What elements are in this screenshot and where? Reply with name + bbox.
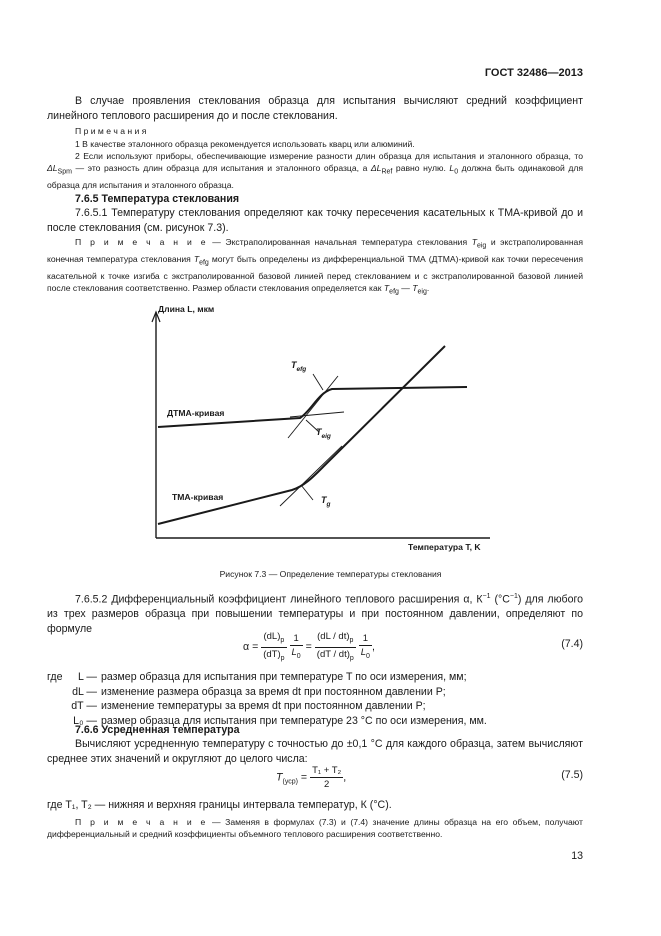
definitions-list (47, 670, 487, 728)
intro-paragraph: В случае проявления стеклования образца для испытания вычисляют средний коэффициент линейного теплового расширения до и после стеклования. (47, 95, 583, 122)
def-text: изменение размера образца за время dt при постоянном давлении P; (101, 685, 446, 698)
def-symbol: dT — (71, 700, 97, 712)
note-1: 1 В качестве эталонного образца рекомендуется использовать кварц или алюминий. (75, 139, 415, 149)
equation-7-5-number: (7.5) (561, 769, 583, 781)
equation-7-4-number: (7.4) (561, 638, 583, 650)
section-7-6-6-title: 7.6.6 Усредненная температура (75, 724, 240, 736)
tangent-eig (290, 412, 344, 417)
tangent-efg (288, 376, 338, 438)
label-t-g: $T_g$ (321, 495, 331, 508)
label-t-eig: $T_{eig}$ (316, 427, 331, 440)
where-label: где (47, 671, 63, 683)
figure-caption: Рисунок 7.3 — Определение температуры стеклования (219, 569, 442, 579)
notes-title: П р и м е ч а н и я (75, 126, 147, 136)
arrow-efg (313, 374, 323, 390)
note-2: 2 Если используют приборы, обеспечивающие измерение разности длин образца для испытания и эталонного образца, то $\Delta L_{Spm}$ — это разность длин образца для испытания и эталонного образца, а $\Delta L_{Ref}$ равно нулю. $L_0$ должна быть одинаковой для образца для испытания и эталонного образца. (47, 151, 584, 191)
definition-row (47, 685, 487, 700)
def-symbol: L₀ — (73, 714, 97, 727)
tma-curve-label: ТМА-кривая (172, 492, 224, 502)
section-7-6-5-1-paragraph: 7.6.5.1 Температуру стеклования определяют как точку пересечения касательных к ТМА-кривой до и после стеклования (см. рисунок 7.3). (47, 207, 583, 234)
label-t-efg: $T_{efg}$ (291, 360, 307, 373)
page-number: 13 (571, 850, 583, 862)
def-text: размер образца для испытания при температуре T по оси измерения, мм; (101, 671, 467, 683)
section-7-6-6-note: П р и м е ч а н и е — Заменяя в формулах (7.3) и (7.4) значение длины образца на его объем, получают дифференциальный и средний коэффициенты объемного теплового расширения соответственно. (47, 817, 583, 840)
figure-glass-transition (120, 300, 500, 562)
x-axis-label: Температура T, K (408, 542, 481, 552)
section-7-6-5-note: П р и м е ч а н и е — Экстраполированная начальная температура стеклования $T_{eig}$ и экстраполированная конечная температура стеклования $T_{efg}$ могут быть определены из дифференциальной ТМА (ДТМА)-кривой как точки пересечения касательной к точке изгиба с экстраполированной базовой линией перед стеклованием и с экстраполированной базовой линией после стеклования соответственно. Размер области стеклования определяется как $T_{efg}$ — $T_{eig}$. (47, 237, 583, 296)
section-7-6-5-title: 7.6.5 Температура стеклования (75, 193, 240, 205)
def-text: размер образца для испытания при температуре 23 °С по оси измерения, мм. (101, 714, 487, 727)
def-symbol: L — (77, 671, 97, 683)
definition-row (47, 670, 487, 685)
equation-7-5: $T_{(уср)}$ = $\frac{\text{T₁ + T₂}}{2}$ , (276, 765, 347, 790)
section-7-6-6-paragraph: Вычисляют усредненную температуру с точностью до ±0,1 °С для каждого образца, затем вычисляют среднее этих значений и округляют до целого числа: (47, 738, 583, 765)
y-axis-label: Длина L, мкм (158, 304, 215, 314)
where-t1-t2: где T₁, T₂ — нижняя и верхняя границы интервала температур, К (°С). (47, 799, 392, 811)
equation-7-4: α = $\frac{(dL)_p}{(dT)_p}$ $\frac{1}{L_0}$ = $\frac{(dL / dt)_p}{(dT / dt)_p}$ $\frac{1}{L_0}$ , (243, 631, 375, 662)
arrow-g (301, 485, 313, 500)
definition-row (47, 699, 487, 714)
dtma-curve-label: ДТМА-кривая (167, 408, 225, 418)
def-symbol: dL — (72, 685, 97, 698)
def-text: изменение температуры за время dt при постоянном давлении P; (101, 700, 426, 712)
document-id: ГОСТ 32486—2013 (484, 67, 583, 79)
section-7-6-5-2-paragraph: 7.6.5.2 Дифференциальный коэффициент линейного теплового расширения α, $К^{-1}$ $(^\circ С^{-1})$ для любого из трех размеров образца при повышении температуры и при постоянном давлении, определяют по формуле (47, 593, 584, 635)
